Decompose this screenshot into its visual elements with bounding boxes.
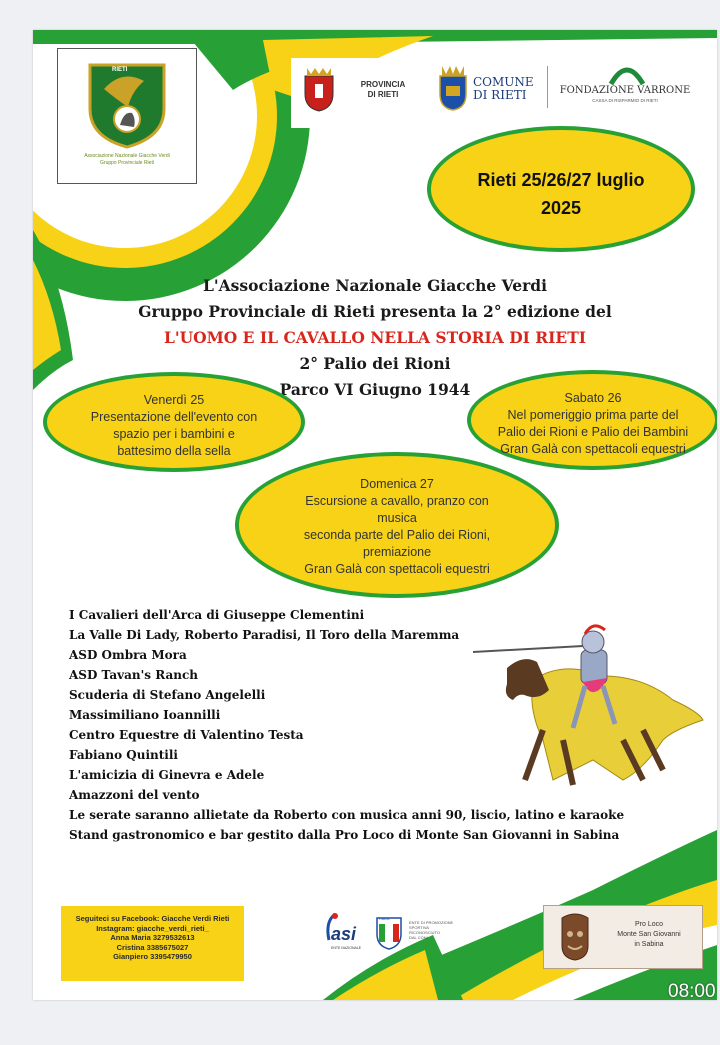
provincia-crest-icon — [301, 66, 337, 112]
asi-description — [409, 920, 453, 940]
title-line2: Gruppo Provinciale di Rieti presenta la 2° edizione del — [138, 302, 612, 321]
sunday-day: Domenica 27 — [360, 477, 434, 491]
contact-phone3: Gianpiero 3395479950 — [113, 952, 192, 961]
sunday-line4: premiazione — [362, 545, 432, 559]
proloco-label — [600, 920, 698, 950]
participant-item: Fabiano Quintili — [69, 748, 178, 762]
contact-facebook: Seguiteci su Facebook: Giacche Verdi Rieti — [75, 914, 230, 923]
event-poster — [33, 30, 717, 1000]
proloco-logo — [543, 905, 703, 969]
sunday-line2: musica — [377, 511, 417, 525]
date-line2: 2025 — [540, 198, 582, 218]
proloco-line2: Monte San Giovanni — [617, 931, 681, 938]
sponsor-logos — [291, 58, 715, 128]
sunday-line1: Escursione a cavallo, pranzo con — [305, 494, 489, 508]
italia-label: ITALIA — [379, 917, 390, 921]
logo-caption-line2: Gruppo Provinciale Rieti — [100, 160, 154, 166]
provincia-line1: PROVINCIA — [360, 80, 406, 89]
participant-item: Amazzoni del vento — [69, 788, 200, 802]
participant-item: La Valle Di Lady, Roberto Paradisi, Il Toro della Maremma — [69, 628, 460, 642]
saturday-line3: Gran Galà con spettacoli equestri — [500, 442, 686, 456]
contact-phone1: Anna Maria 3279532613 — [110, 933, 195, 942]
date-line1: Rieti 25/26/27 luglio — [477, 170, 645, 190]
participants-list — [69, 605, 624, 845]
association-logo-caption — [64, 153, 190, 167]
emblem-text: RIETI — [112, 67, 128, 73]
contact-phone2: Cristina 3385675027 — [116, 942, 189, 952]
provincia-line2: DI RIETI — [367, 90, 399, 99]
asi-desc-line1: ENTE DI PROMOZIONE — [409, 920, 454, 925]
asi-desc-line3: RICONOSCIUTO — [409, 930, 441, 935]
title-line3: L'UOMO E IL CAVALLO NELLA STORIA DI RIETI — [163, 328, 587, 347]
comune-line1: COMUNE — [473, 75, 534, 89]
association-logo — [57, 48, 197, 184]
participant-item: Scuderia di Stefano Angelelli — [69, 688, 266, 702]
title-line4: 2° Palio dei Rioni — [299, 354, 451, 373]
comune-label — [473, 76, 534, 102]
contact-instagram: Instagram: giacche_verdi_rieti_ — [96, 923, 209, 933]
participant-item: L'amicizia di Ginevra e Adele — [69, 768, 265, 782]
participant-item: Centro Equestre di Valentino Testa — [69, 728, 304, 742]
asi-desc-line4: DAL CONI — [409, 935, 428, 940]
saturday-line1: Nel pomeriggio prima parte del — [507, 408, 679, 422]
sponsor-divider — [547, 66, 548, 108]
title-line1: L'Associazione Nazionale Giacche Verdi — [202, 276, 547, 295]
sunday-line3: seconda parte del Palio dei Rioni, — [303, 528, 491, 542]
friday-day: Venerdì 25 — [143, 393, 205, 407]
comune-crest-icon — [436, 62, 470, 112]
participant-item: I Cavalieri dell'Arca di Giuseppe Clementini — [69, 608, 365, 622]
fondazione-line2: CASSA DI RISPARMIO DI RIETI — [592, 98, 658, 103]
proloco-line3: in Sabina — [634, 941, 664, 948]
event-sunday — [235, 452, 559, 598]
friday-line3: battesimo della sella — [117, 444, 231, 458]
fondazione-label — [553, 86, 697, 106]
contact-box — [61, 906, 244, 981]
fondazione-varrone-icon — [607, 60, 647, 86]
fondazione-line1: FONDAZIONE VARRONE — [559, 85, 691, 96]
proloco-line1: Pro Loco — [634, 921, 664, 928]
sunday-line5: Gran Galà con spettacoli equestri — [304, 562, 490, 576]
comune-line2: DI RIETI — [473, 88, 527, 102]
provincia-label — [353, 80, 413, 100]
participant-item: ASD Ombra Mora — [69, 648, 187, 662]
participant-item: ASD Tavan's Ranch — [69, 668, 198, 682]
evening-music-note: Le serate saranno allietate da Roberto con musica anni 90, liscio, latino e karaoke — [69, 808, 625, 822]
italia-shield-icon — [375, 916, 403, 950]
event-saturday — [467, 370, 717, 470]
timestamp-overlay: 08:00 — [668, 981, 716, 1002]
food-stand-note: Stand gastronomico e bar gestito dalla Pro Loco di Monte San Giovanni in Sabina — [69, 828, 620, 842]
title-line5: Parco VI Giugno 1944 — [279, 380, 471, 399]
asi-logo — [323, 910, 483, 966]
date-badge — [427, 126, 695, 252]
participant-item: Massimiliano Ioannilli — [69, 708, 221, 722]
logo-caption-line1: Associazione Nazionale Giacche Verdi — [84, 153, 170, 159]
asi-subtitle: ENTE NAZIONALE — [331, 946, 362, 950]
friday-line2: spazio per i bambini e — [113, 427, 235, 441]
saturday-day: Sabato 26 — [564, 391, 622, 405]
event-friday — [43, 372, 305, 472]
proloco-crest-icon — [558, 912, 592, 962]
asi-wordmark: asi — [331, 924, 357, 944]
saturday-line2: Palio dei Rioni e Palio dei Bambini — [497, 425, 689, 439]
asi-desc-line2: SPORTIVA — [409, 925, 429, 930]
friday-line1: Presentazione dell'evento con — [90, 410, 258, 424]
